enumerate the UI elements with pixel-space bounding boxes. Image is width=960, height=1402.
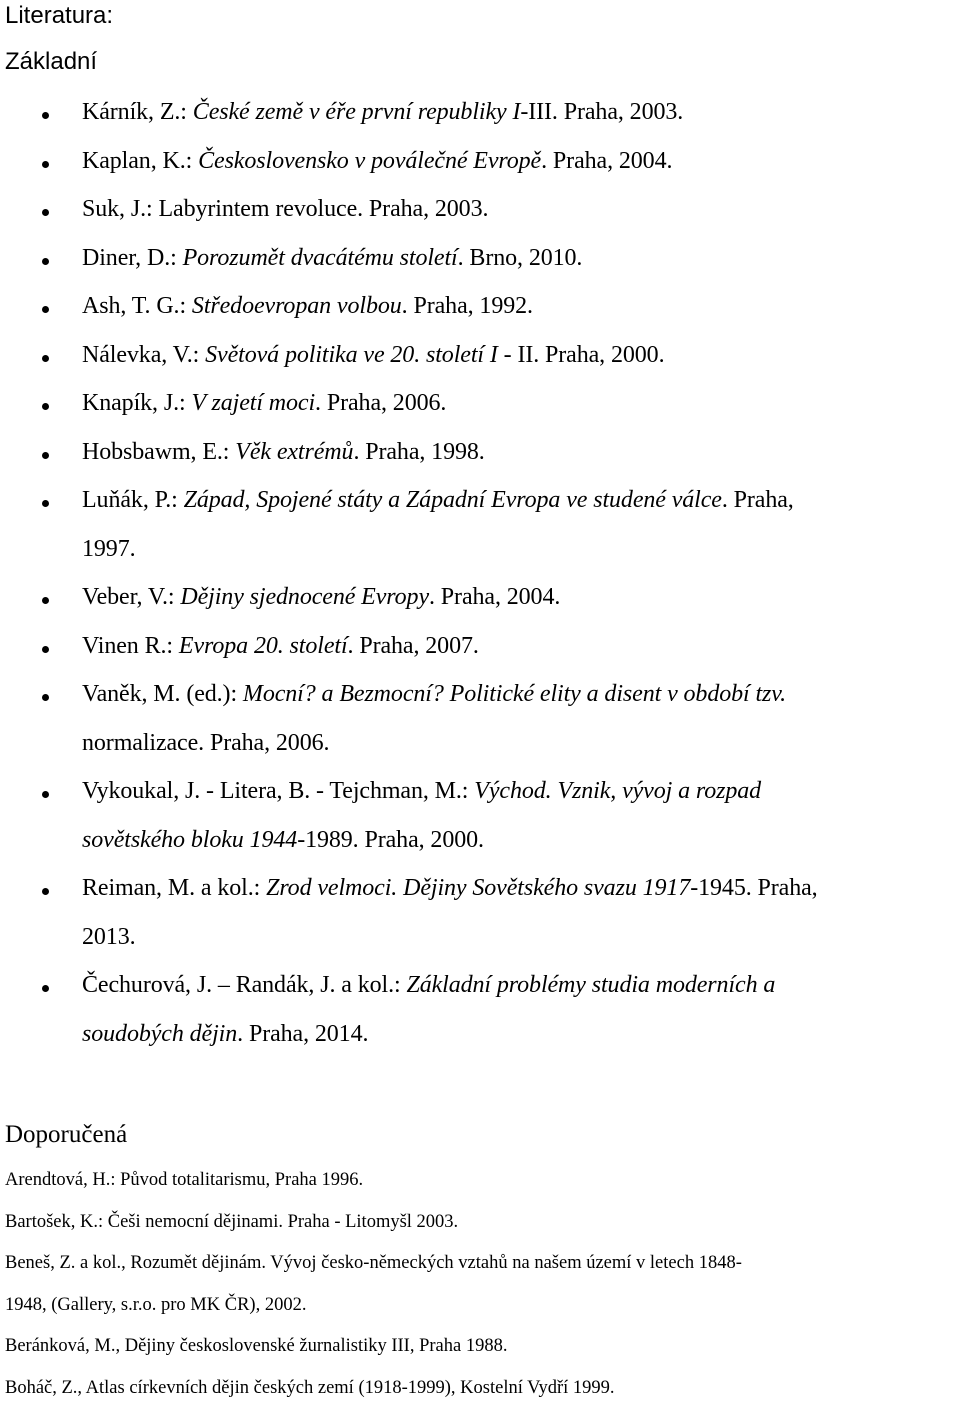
citation-text: Vinen R.: bbox=[82, 632, 179, 659]
basic-list-item-line bbox=[82, 922, 136, 952]
basic-list-item-line bbox=[82, 873, 818, 903]
title-text: České země v éře první republiky I bbox=[192, 99, 521, 125]
list-bullet bbox=[42, 258, 49, 265]
list-bullet bbox=[42, 161, 49, 168]
list-bullet bbox=[42, 500, 49, 507]
basic-list-item-line bbox=[82, 1019, 368, 1049]
basic-list-item-line bbox=[82, 340, 665, 370]
list-bullet bbox=[42, 209, 49, 216]
title-text: Západ, Spojené státy a Západní Evropa ve studené válce bbox=[183, 487, 722, 513]
title-text: V zajetí moci bbox=[191, 390, 316, 416]
list-bullet bbox=[42, 112, 49, 119]
recommended-list-item-line: 1948, (Gallery, s.r.o. pro MK ČR), 2002. bbox=[5, 1294, 307, 1315]
basic-list-item-line bbox=[82, 485, 794, 515]
list-bullet bbox=[42, 306, 49, 313]
basic-list-item-line bbox=[82, 291, 533, 321]
citation-text: Knapík, J.: bbox=[82, 390, 192, 416]
basic-list-item-line bbox=[82, 243, 582, 273]
title-text: Porozumět dvacátému století bbox=[182, 244, 458, 271]
basic-list-item-line bbox=[82, 728, 329, 758]
citation-text: . Praha, 2007. bbox=[347, 632, 479, 659]
title-text: Evropa 20. století bbox=[178, 632, 348, 659]
citation-text: Kárník, Z.: bbox=[82, 99, 193, 125]
citation-text: Diner, D.: bbox=[82, 244, 183, 271]
citation-text: . Praha, 1992. bbox=[401, 293, 533, 319]
recommended-list-item-line: Beránková, M., Dějiny československé žurnalistiky III, Praha 1988. bbox=[5, 1336, 508, 1356]
list-bullet bbox=[42, 985, 49, 992]
list-bullet bbox=[42, 452, 49, 459]
title-text: sovětského bloku 1944 bbox=[82, 826, 298, 853]
basic-list-item-line bbox=[82, 970, 775, 1000]
citation-text: . Praha, 2006. bbox=[315, 390, 447, 416]
title-text: Zrod velmoci. Dějiny Sovětského svazu 1917 bbox=[266, 875, 691, 901]
list-bullet bbox=[42, 355, 49, 362]
title-text: soudobých dějin bbox=[82, 1020, 238, 1047]
citation-text: . Brno, 2010. bbox=[457, 244, 583, 271]
list-bullet bbox=[42, 403, 49, 410]
citation-text: Nálevka, V.: bbox=[82, 341, 206, 368]
literature-heading: Literatura: bbox=[5, 2, 114, 29]
citation-text: -1945. Praha, bbox=[690, 875, 818, 901]
citation-text: Vaněk, M. (ed.): bbox=[82, 681, 243, 707]
citation-text: . Praha, 1998. bbox=[353, 438, 485, 465]
list-bullet bbox=[42, 694, 49, 701]
basic-list-item-line bbox=[82, 631, 479, 661]
basic-list-item-line bbox=[82, 825, 484, 855]
citation-text: Čechurová, J. – Randák, J. a kol.: bbox=[82, 972, 407, 998]
citation-text: . Praha, 2014. bbox=[237, 1020, 369, 1047]
citation-text: Reiman, M. a kol.: bbox=[82, 875, 267, 901]
citation-text: . Praha, 2004. bbox=[429, 584, 561, 610]
basic-list-item-line bbox=[82, 582, 560, 612]
title-text: Dějiny sjednocené Evropy bbox=[180, 584, 429, 610]
basic-list-item-line bbox=[82, 534, 136, 564]
basic-list-item-line bbox=[82, 437, 485, 467]
citation-text: . Praha, 2004. bbox=[541, 147, 673, 174]
title-text: Východ. Vznik, vývoj a rozpad bbox=[474, 778, 762, 804]
citation-text: . Praha, bbox=[721, 487, 794, 513]
basic-list-item-line bbox=[82, 194, 488, 224]
citation-text: -III. Praha, 2003. bbox=[520, 99, 684, 125]
citation-text: 2013. bbox=[82, 923, 136, 950]
title-text: Světová politika ve 20. století I bbox=[205, 341, 498, 368]
list-bullet bbox=[42, 646, 49, 653]
list-bullet bbox=[42, 888, 49, 895]
citation-text: Luňák, P.: bbox=[82, 487, 184, 513]
citation-text: Kaplan, K.: bbox=[82, 147, 199, 174]
basic-list-item-line bbox=[82, 388, 446, 418]
basic-list-item-line bbox=[82, 776, 761, 806]
basic-list-item-line bbox=[82, 679, 786, 709]
citation-text: Veber, V.: bbox=[82, 584, 181, 610]
title-text: Československo v poválečné Evropě bbox=[198, 147, 542, 174]
citation-text: normalizace. Praha, 2006. bbox=[82, 729, 330, 756]
citation-text: Hobsbawm, E.: bbox=[82, 438, 236, 465]
recommended-section-heading: Doporučená bbox=[5, 1121, 128, 1148]
citation-text: 1997. bbox=[82, 535, 136, 562]
recommended-list-item-line: Boháč, Z., Atlas církevních dějin českých zemí (1918-1999), Kostelní Vydří 1999. bbox=[5, 1377, 615, 1398]
basic-list-item-line bbox=[82, 97, 683, 127]
basic-list-item-line bbox=[82, 146, 672, 176]
citation-text: -1989. Praha, 2000. bbox=[297, 826, 484, 853]
title-text: Středoevropan volbou bbox=[191, 293, 402, 319]
citation-text: Vykoukal, J. - Litera, B. - Tejchman, M.: bbox=[82, 778, 475, 804]
list-bullet bbox=[42, 597, 49, 604]
list-bullet bbox=[42, 791, 49, 798]
title-text: Základní problémy studia moderních a bbox=[406, 972, 776, 998]
citation-text: Suk, J.: Labyrintem revoluce. Praha, 2003. bbox=[82, 196, 489, 222]
citation-text: Ash, T. G.: bbox=[82, 293, 192, 319]
title-text: Věk extrémů bbox=[235, 438, 354, 465]
citation-text: - II. Praha, 2000. bbox=[497, 341, 665, 368]
title-text: Mocní? a Bezmocní? Politické elity a disent v období tzv. bbox=[242, 681, 786, 707]
recommended-list-item-line: Arendtová, H.: Původ totalitarismu, Praha 1996. bbox=[5, 1170, 364, 1190]
recommended-list-item-line: Beneš, Z. a kol., Rozumět dějinám. Vývoj česko-německých vztahů na našem území v letech 1848- bbox=[5, 1253, 742, 1273]
recommended-list-item-line: Bartošek, K.: Češi nemocní dějinami. Praha - Litomyšl 2003. bbox=[5, 1211, 459, 1232]
basic-section-heading: Základní bbox=[5, 48, 98, 75]
